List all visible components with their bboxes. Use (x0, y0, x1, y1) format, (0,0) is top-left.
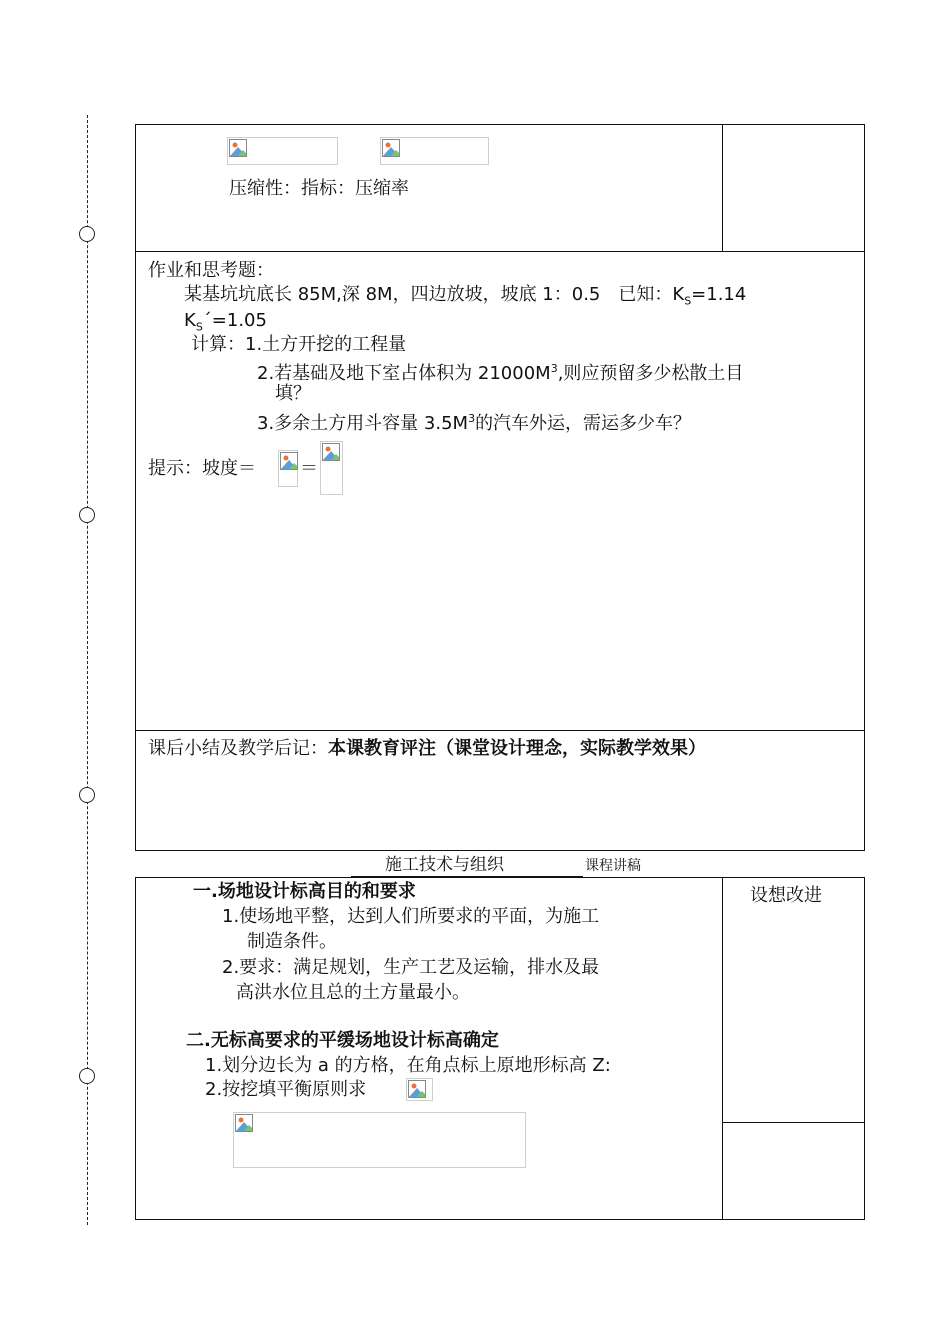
binding-hole (79, 787, 95, 803)
summary-line: 课后小结及教学后记：本课教育评注（课堂设计理念，实际教学效果） (148, 738, 706, 759)
broken-image-icon (280, 452, 298, 470)
formula-image (233, 1112, 526, 1168)
binding-margin-line (87, 115, 88, 1225)
section1-item1-cont: 制造条件。 (247, 931, 337, 952)
slope-formula-image (320, 441, 343, 495)
course-suffix: 课程讲稿 (585, 858, 641, 874)
broken-image-icon (382, 139, 400, 157)
upper-table-row-divider (136, 730, 864, 731)
lower-table-side-divider (722, 878, 723, 1219)
broken-image-icon (322, 443, 340, 461)
broken-image-icon (235, 1114, 253, 1132)
formula-image (406, 1078, 433, 1101)
homework-problem-line2: $K_S´=1.05$ (184, 310, 267, 334)
formula-image (227, 137, 338, 165)
binding-hole (79, 226, 95, 242)
broken-image-icon (229, 139, 247, 157)
slope-formula-image (278, 450, 298, 487)
upper-table-side-divider (722, 125, 723, 251)
homework-calc-item1: 计算：1.土方开挖的工程量 (191, 334, 407, 355)
homework-heading: 作业和思考题： (148, 260, 274, 281)
section2-item1: 1.划分边长为 a 的方格，在角点标上原地形标高 Z: (205, 1055, 611, 1076)
hint-label: 提示：坡度＝ (148, 458, 256, 479)
section1-item2: 2.要求：满足规划，生产工艺及运输，排水及最 (222, 957, 600, 978)
upper-table-row-divider (136, 251, 864, 252)
homework-calc-item2-cont: 填？ (275, 383, 311, 404)
hint-equals: ＝ (300, 458, 318, 479)
lower-table-side-row-divider (723, 1122, 864, 1123)
formula-image (380, 137, 489, 165)
broken-image-icon (408, 1080, 426, 1098)
section2-title: 二.无标高要求的平缓场地设计标高确定 (186, 1030, 499, 1051)
section1-item1: 1.使场地平整，达到人们所要求的平面，为施工 (222, 906, 600, 927)
section1-title: 一.场地设计标高目的和要求 (193, 881, 416, 902)
course-title: 施工技术与组织 (385, 855, 504, 875)
homework-calc-item3: 3.多余土方用斗容量 $3.5M^3$的汽车外运，需运多少车？ (257, 412, 692, 434)
section1-item2-cont: 高洪水位且总的土方量最小。 (236, 982, 470, 1003)
side-heading: 设想改进 (750, 885, 822, 906)
compressibility-text: 压缩性：指标：压缩率 (229, 178, 409, 199)
section2-item2: 2.按挖填平衡原则求 (205, 1079, 367, 1100)
binding-hole (79, 1068, 95, 1084)
homework-problem-line1: 某基坑坑底长 85M,深 8M，四边放坡，坡底 1：0.5 已知：$K_S=1.14$ (184, 284, 747, 308)
homework-calc-item2: 2.若基础及地下室占体积为 $21000M^3$,则应预留多少松散土目 (257, 362, 744, 384)
binding-hole (79, 507, 95, 523)
